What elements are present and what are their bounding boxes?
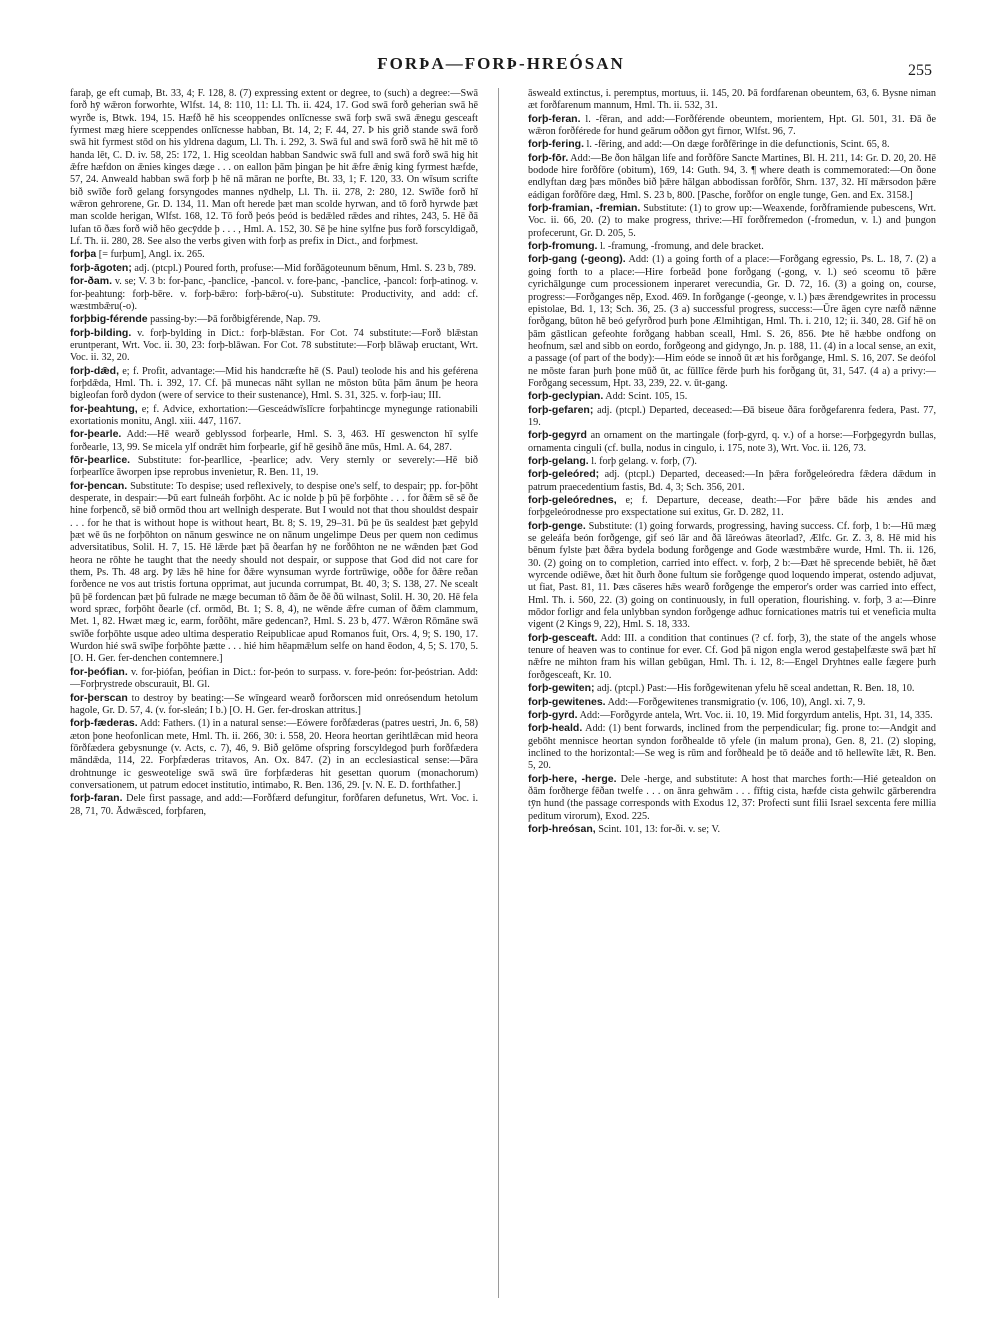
entry-headword: for-ðam. (70, 275, 112, 288)
entry-text: Add:—Forðgyrde antela, Wrt. Voc. ii. 10, 19. Mid forgyrdum antelis, Hpt. 31, 14, 335. (579, 709, 933, 721)
entry-headword: forþ-hreósan, (528, 822, 596, 835)
entry-text: Substitute: (1) going forwards, progressing, having success. Cf. forþ, 1 b:—Hū mæg se geleáfa beón forðgenge, gif seó lār and ðā lāreówas āteorlad?, Ælfc. Gr. Z. 3, 8. Hē mid his bēnum fylste þæt ðǣra bydela bodung forðgenge and Gode wæstmbǣre wurde, Hml. Th. ii. 126, 30. (2) going on to completion, carried into effect. v. forþ, 2 b:—Ðæt hē sprecende bebiēt, hē ðæt wyrcende odiēwe, ðæt hit ðurh ðone fultum sie forðgenge quod loquendo imperat, ostendo adjuvat, ut fiat, Past. 81, 11. Þæs cāseres hǣs wearð forðgenge the emperor's order was carried into effect, Hml. Th. i. 560, 22. (3) going on continuously, in full operation, flourishing. v. forþ, 3 a:—Ðinre mōdor forligr and fela unlybban syndon forðgenge adhuc fornicationes matris tui et veneficia multa vigent (2 Kings 9, 22), Hml. S. 18, 333. (528, 520, 936, 631)
entry-text: [= furþum], Angl. ix. 265. (98, 249, 205, 261)
entry-text: Dele -herge, and substitute: A host that marches forth:—Hié getealdon on ðām forðherge fēðan twelfe . . . on ānra gehwām . . . fīftig cista, hæfde cista gehwilc gārberendra tȳn hund (the passage corresponds with Exodus 12, 37: Profecti sunt filii Israel sexcenta fere millia peditum virorum), Exod. 225. (528, 773, 936, 822)
entry-text: v. se; V. 3 b: for-þanc, -þanclice, -þancol. v. fore-þanc, -þanclice, -þancol: forþ-atinog. v. for-þeahtung: forþ-bēre. v. forþ-bǣro: forþ-bǣro(-u). Substitute: Productivity, and add: cf. wæstmbǣru(-o). (70, 276, 478, 312)
page-number: 255 (908, 62, 932, 79)
entry-headword: forþ-geclypian. (528, 390, 604, 403)
entry-text: v. forþ-bylding in Dict.: forþ-blǣstan. For Cot. 74 substitute:—Forð blǣstan eruntperant, Wrt. Voc. ii. 30, 23: forþ-blāwan. For Cot. 78 substitute:—Forþ blāwaþ eructant, Wrt. Voc. ii. 32, 20. (70, 327, 478, 364)
dictionary-entry (528, 138, 936, 151)
dictionary-entry (528, 823, 936, 836)
dictionary-entry (528, 468, 936, 494)
dictionary-entry (528, 429, 936, 455)
dictionary-entry (528, 696, 936, 709)
entry-headword: forþ-gesceaft. (528, 631, 598, 644)
dictionary-entry (70, 480, 478, 666)
dictionary-entry (70, 717, 478, 792)
entry-headword: forþ-gefaren; (528, 403, 594, 416)
entry-headword: forþ-gewitenes. (528, 695, 606, 708)
dictionary-entry (70, 403, 478, 429)
entry-headword: for-þencan. (70, 479, 128, 492)
entry-text: Substitute: To despise; used reflexively, to despise one's self, to despair; pp. for-þōht desperate, in despair:—Þū eart fulneáh forþōht. Ac ic nolde þ þū þē forþōhte . . . for ðǣm sē sē ðe hine forþencð, sē bið ormōd thou art wellnigh desperate. But I would not that thou shouldst despair . . . for he that is without hope is without heart, Bt. 8; S. 19, 29–31. Þū þe ūs sealdest þæt geþyld þæt wē ūs ne forþōhton on nānum geswince ne on nānum ungelimpe Deus per quem non cedimus adversitatibus, Solil. H. 7, 15. Hē lǣrde þæt þā ðearfan hȳ ne forðōhton ne ne wǣnden þæt God heora ne rōhte he taught that the needy should not despair, or suppose that God did not care for them, Ps. Th. 48 arg. Þȳ lǣs hē hine for ðǣre wynsuman wyrde fortrūwige, oððe for ðǣre reðan forðence ne vos aut tristis fortuna opprimat, aut jucunda corrumpat, Bt. 40, 3; S. 138, 27. Ne scealt þū þē fordencan þæt þū fulrade ne mæge becuman tō ðām ðe ðē ðū wilnast, Solil. H. 30, 20. Hē fela word spræc, forþōht ðearle (cf. ormōd, Bt. 1; S. 8, 4), ne wēnde ǣfre cuman of ðǣm clammum, Met. 1, 82. Hwæt mæg ic, earm, forðōht, māre gedencan?, Hml. S. 23 b, 477. Wǣron Rōmāne swā swīðe forþōhte usque adeo ultima desperatio Reipublicae apud Romanos fuit, Ors. 4, 9; S. 190, 17. Wurdon hié swā swīþe forþōhte þætte . . . hié him hēapmǣlum selfe on hand ēodon, 4, 5; S. 170, 5. [O. H. Ger. fer-denchen contemnere.] (70, 480, 478, 665)
entry-text: Add:—Hē wearð geblyssod forþearle, Hml. S. 3, 463. Hī geswencton hī sylfe forðearle, 13, 99. Se micela ylf ondrǣt him forþearle, gif hē gesihð āne mūs, Hml. A. 64, 287. (70, 429, 478, 453)
dictionary-entry (528, 113, 936, 139)
page-header (70, 48, 932, 78)
entry-text: l. forþ gelang. v. forþ, (7). (591, 455, 697, 467)
dictionary-entry (70, 692, 478, 718)
entry-text: Add: (1) a going forth of a place:—Forðgang egressio, Ps. L. 18, 7. (2) a going forth to a place:—Hire forbeād þone forðgang (-gong, v. l.) seó sceomu tō þǣre cyrichālgunge cum processionem inperaret verecundia, Gr. D. 72, 16. (3) a going on, course, progress:—Forðganges nēp, Exod. 469. In forðgange (-geonge, v. l.) þæs ǣrendgewrites in processu epistolae, Bd. 1, 13; Sch. 36, 25. (3 a) successful progress, success:—Ūre āgen cyre næfð nǣnne forðgang, būton hē beó gefyrðrod þurh þone Ælmihtigan, Hml. Th. i. 210, 12; ii. 340, 28. Gif hē on þām gāstlican gefeohte forðgang habban sceall, Hml. S. 26, 856. Þte hē hæbbe ondfong on heofnum, sæl and sibb on eordo, forðgeong and gidyngo, Jn. p. 188, 11. (4) in a local sense, an exit, a passage (of part of the body):—Him eóde se innoð ūt æt his forðgange, Hml. S. 16, 207. Se deófol ne mōste faran þurh þone mūð ūt, ac fūllīce fērde þurh his forðgang ūt, 31, 547. (4 a) a privy:—Forðgang secessum, Hpt. 33, 239, 22. v. ūt-gang. (528, 254, 936, 389)
entry-headword: forþ-gewiten; (528, 682, 595, 695)
entry-text: Add:—Be ðon hālgan life and forðfōre Sancte Martines, Bl. H. 211, 14: Gr. D. 20, 20. Hē bodode hire forðfōre (obitum), 169, 14: Guth. 94, 3. ¶ where death is commemorated:—On ðone endlyftan dæg þæs mōnðes bið þǣre hālgan abbodissan forðfōr, Shrn. 137, 32. Hī mǣrsodon þǣre eádigan forðfōre dæg, Hml. S. 23 b, 800. [Pasche, forðfor on engle tunge, Gen. and Ex. 3158.] (528, 152, 936, 201)
entry-headword: for-þerscan (70, 691, 128, 704)
dictionary-entry (70, 428, 478, 454)
dictionary-entry (70, 88, 478, 248)
entry-headword: forþ-bilding. (70, 326, 132, 339)
entry-text: faraþ, ge eft cumaþ, Bt. 33, 4; F. 128, 8. (7) expressing extent or degree, to (such) a degree:—Swā forð hȳ wǣron forworhte, Wlfst. 14, 8: 110, 11: Ll. Th. ii. 424, 17. God swā forð geherian swā hē wyrðe is, Btwk. 194, 15. Hæfð hē his sceoppendes onlīcnesse swā forþ swā swā ǣnegu gesceaft fyrmest mæg hiere sceppendes onlīcnesse habban, Bt. 14, 2; F. 44, 27. Þ his grið stande swā forð swā hit fyrmest stōd on his yldrena dagum, Ll. Th. i. 292, 3. Swā ful and swā forð swā hē hit mē tō handa lēt, C. D. iv. 58, 25: 172, 1. Hig sceoldan habban Sandwic swā full and swā forð swā hig hit ǣfre hæfdon on ǣnies kinges dæge . . . on eallon þām þingan þe hit ǣfre ǣnig king fyrmest hæfde, 57, 24. Anweald habban swā forþ þ hē nā māran ne þorfte, Bt. 33, 1; F. 120, 33. On wīsum scrifte bið swīðe forð gelang forsyngodes mannes nȳdhelp, Ll. Th. ii. 278, 2: 280, 12. Swīðe forð hī wǣron gehrorene, Gr. D. 134, 11. Man oft herede þæt man scolde hyrwan, and tō forð hyrwde þæt man scolde herigan, Wlfst. 168, 12. Tō forð þeós þeód is bedǣled rǣdes and rihtes, 243, 5. Hē ðā lufan tō ðæs forð wið hēo gecȳdde þ . . . , Hml. A. 152, 30. Sē þe hine sylfne þus forð forscyldigað, Lf. Th. ii. 280, 28. See also the verbs given with forþ as prefix in Dict., and forþmest. (70, 88, 478, 248)
entry-headword: forþ-geleórednes, (528, 494, 617, 506)
column-divider (498, 88, 499, 1298)
entry-headword: forþa (70, 248, 97, 261)
dictionary-entry (70, 327, 478, 365)
dictionary-entry (528, 722, 936, 772)
entry-headword: for-þeófian. (70, 665, 128, 678)
entry-text: to destroy by beating:—Se wīngeard wearð forðorscen mid onreósendum hetolum hagole, Gr. D. 57, 4. (v. for-sleán; I b.) [O. H. Ger. fer-droskan attritus.] (70, 692, 478, 716)
dictionary-entry (528, 253, 936, 390)
dictionary-entry (528, 88, 936, 113)
entry-text: Substitute: for-þearllice, -þearlice; adv. Very sternly or severely:—Hē bið forþearlīce āworpen ipse reprobus invenietur, R. Ben. 11, 19. (70, 454, 478, 479)
dictionary-entry (70, 666, 478, 692)
entry-text: e; f. Departure, decease, death:—For þǣre bāde his ændes and forþgeleórodnesse pro exspectatione sui exitus, Gr. D. 282, 11. (528, 495, 936, 519)
entry-headword: forþ-heald. (528, 722, 583, 735)
entry-text: l. -framung, -fromung, and dele bracket. (599, 241, 764, 253)
entry-headword: forþ-faran. (70, 792, 123, 805)
dictionary-entry (528, 404, 936, 430)
entry-text: Substitute: (1) to grow up:—Weaxende, forðframiende pubescens, Wrt. Voc. ii. 66, 20. (2) to make progress, thrive:—Hī forðfremedon (-fromedun, v. l.) and þungon profecerunt, Gr. D. 205, 5. (528, 203, 936, 239)
entry-headword: forþbig-férende (70, 313, 148, 326)
dictionary-entry (528, 709, 936, 722)
entry-text: Add: Scint. 105, 15. (605, 391, 688, 403)
entry-text: passing-by:—Þā forðbigférende, Nap. 79. (150, 314, 321, 326)
entry-text: Add: Fathers. (1) in a natural sense:—Eówere forðfæderas (patres uestri, Jn. 6, 58) æton þone heofonlican mete, Hml. Th. ii. 266, 30: i. 558, 20. Heora heortan gerihtlǣcan mid heora fōrðfædera gebysnunge (v. Acts, c. 7), 46, 9. Bið gelōme ofspring forscyldegod þurh forðfædera māndǣda, 114, 22. Forþfæderas tritavos, An. Ox. 847. (2) in an ecclesiastical sense:—Þāra drohtnunge ic gesweotelige swā swā ūre forþfæderas hit gesettan quorum (monachorum) conversationem, ut patrum edocet institutio, intimabo, R. Ben. 136, 29. [v. N. E. D. forthfather.] (70, 718, 478, 791)
entry-headword: forþ-feran. (528, 112, 581, 125)
entry-headword: forþ-gegyrd (528, 429, 587, 442)
entry-headword: for-þeahtung, (70, 402, 138, 415)
entry-headword: forþ-fromung. (528, 240, 598, 253)
dictionary-entry (70, 248, 478, 261)
entry-headword: forþ-gyrd. (528, 708, 578, 721)
entry-text: Add: III. a condition that continues (? cf. forþ, 3), the state of the angels whose tenure of heaven was to continue for ever. Cf. God þā nigon engla werod gestaþelfæste swā þæt hī nǣfre ne mihton fram his willan gebūgan, Hml. Th. i. 12, 8:—Engel Dryhtnes ealle fægere þurh forðgesceaft, Kr. 10. (528, 632, 936, 681)
entry-headword: fōr-þearlice. (70, 453, 131, 466)
entry-text: adj. (ptcpl.) Departed, deceased:—In þǣra forðgeleóredra fǣdera dǣdum in patrum praecedentium fastis, Bd. 4, 3; Sch. 356, 201. (528, 469, 936, 493)
entry-text: e; f. Advice, exhortation:—Gesceádwīslīcre forþahtincge mynegunge rationabili exortationis monitu, Angl. xiii. 447, 1167. (70, 403, 478, 427)
entry-headword: forþ-fering. (528, 138, 584, 151)
entry-text: Dele first passage, and add:—Forðfærd defungitur, forðfaren defunetus, Wrt. Voc. i. 28, 71, 70. Ādwǣsced, forþfaren, (70, 793, 478, 817)
dictionary-entry (70, 313, 478, 326)
dictionary-entry (528, 520, 936, 632)
running-head: FORÞA—FORÞ-HREÓSAN (377, 54, 625, 73)
entry-text: Scint. 101, 13: for-ði. v. se; V. (598, 823, 721, 835)
dictionary-entry (528, 682, 936, 695)
entry-headword: forþ-dǣd, (70, 364, 119, 377)
dictionary-entry (70, 262, 478, 275)
entry-headword: forþ-geleóred; (528, 468, 600, 481)
dictionary-entry (528, 152, 936, 202)
entry-text: Add:—Forðgewitenes transmigratio (v. 106, 10), Angl. xi. 7, 9. (607, 696, 866, 708)
entry-text: adj. (ptcpl.) Departed, deceased:—Ðā biseue ðāra forðgefarenra federa, Past. 77, 19. (528, 404, 936, 428)
entry-text: āsweald extinctus, i. peremptus, mortuus, ii. 145, 20. Þā fordfarenan obeuntem, 63, 6. Bysne niman æt forðfarenum mannum, Hml. Th. ii. 532, 31. (528, 88, 936, 112)
dictionary-entry (528, 390, 936, 403)
left-column (70, 88, 478, 1303)
dictionary-entry (70, 792, 478, 818)
dictionary-entry (528, 455, 936, 468)
entry-text: adj. (ptcpl.) Poured forth, profuse:—Mid forðāgoteunum bēnum, Hml. S. 23 b, 789. (134, 262, 476, 274)
entry-headword: forþ-gang (-geong). (528, 253, 626, 266)
entry-headword: forþ-fæderas. (70, 717, 138, 730)
dictionary-entry (528, 632, 936, 682)
entry-text: an ornament on the martingale (forþ-gyrd, q. v.) of a horse:—Forþgegyrdn bullas, ornamenta cinguli (cf. bulla, nodus in cingulo, i. 175, note 3), Wrt. Voc. ii. 126, 73. (528, 430, 936, 454)
entry-text: e; f. Profit, advantage:—Mid his handcræfte hē (S. Paul) teolode his and his geférena forþdǣda, Hml. Th. i. 392, 17. Cf. þā munecas nāht syllan ne mōston būta þām ānum þe heora bigleofan forð dydon (were of service to their sustenance), Hml. S. 31, 325. v. forþ-iau; III. (70, 365, 478, 402)
entry-text: l. -fēring, and add:—On dæge forðfēringe in die defunctionis, Scint. 65, 8. (586, 139, 890, 151)
entry-headword: for-þearle. (70, 428, 122, 441)
entry-text: Add: (1) bent forwards, inclined from the perpendicular; fig. prone to:—Andgit and gebōht mennisce heortan syndon forðhealde tō yfele (in malum prona), Gen. 8, 21. (2) sloping, inclined to the horizontal:—Se weg is rūm and forðheald þe tō deáðe and tō hellewīte lǣt, R. Ben. 5, 20. (528, 723, 936, 772)
dictionary-entry (528, 494, 936, 520)
dictionary-entry (70, 454, 478, 480)
entry-headword: forþ-framian, -fremian. (528, 202, 641, 215)
entry-text: v. for-þiófan, þeófian in Dict.: for-þeón to surpass. v. fore-þeón: for-þeóstrian. Add:—Forþrystrede obscurauit, Bl. Gl. (70, 666, 478, 691)
entry-headword: forþ-fōr. (528, 151, 569, 164)
dictionary-entry (528, 240, 936, 253)
entry-headword: forþ-gelang. (528, 454, 589, 467)
dictionary-entry (528, 202, 936, 240)
dictionary-entry (70, 275, 478, 313)
dictionary-entry (70, 365, 478, 403)
entry-text: l. -fēran, and add:—Forðférende obeuntem, morientem, Hpt. Gl. 501, 31. Ðā ðe wǣron forðférede for hund geārum oððon gyt firnor, Wlfst. 96, 7. (528, 113, 936, 138)
dictionary-entry (528, 773, 936, 823)
right-column (528, 88, 936, 1303)
entry-text: adj. (ptcpl.) Past:—His forðgewitenan yfelu hē sceal andettan, R. Ben. 18, 10. (597, 683, 915, 695)
entry-headword: forþ-genge. (528, 519, 586, 532)
entry-headword: forþ-here, -herge. (528, 772, 617, 785)
entry-headword: forþ-āgoten; (70, 261, 132, 274)
